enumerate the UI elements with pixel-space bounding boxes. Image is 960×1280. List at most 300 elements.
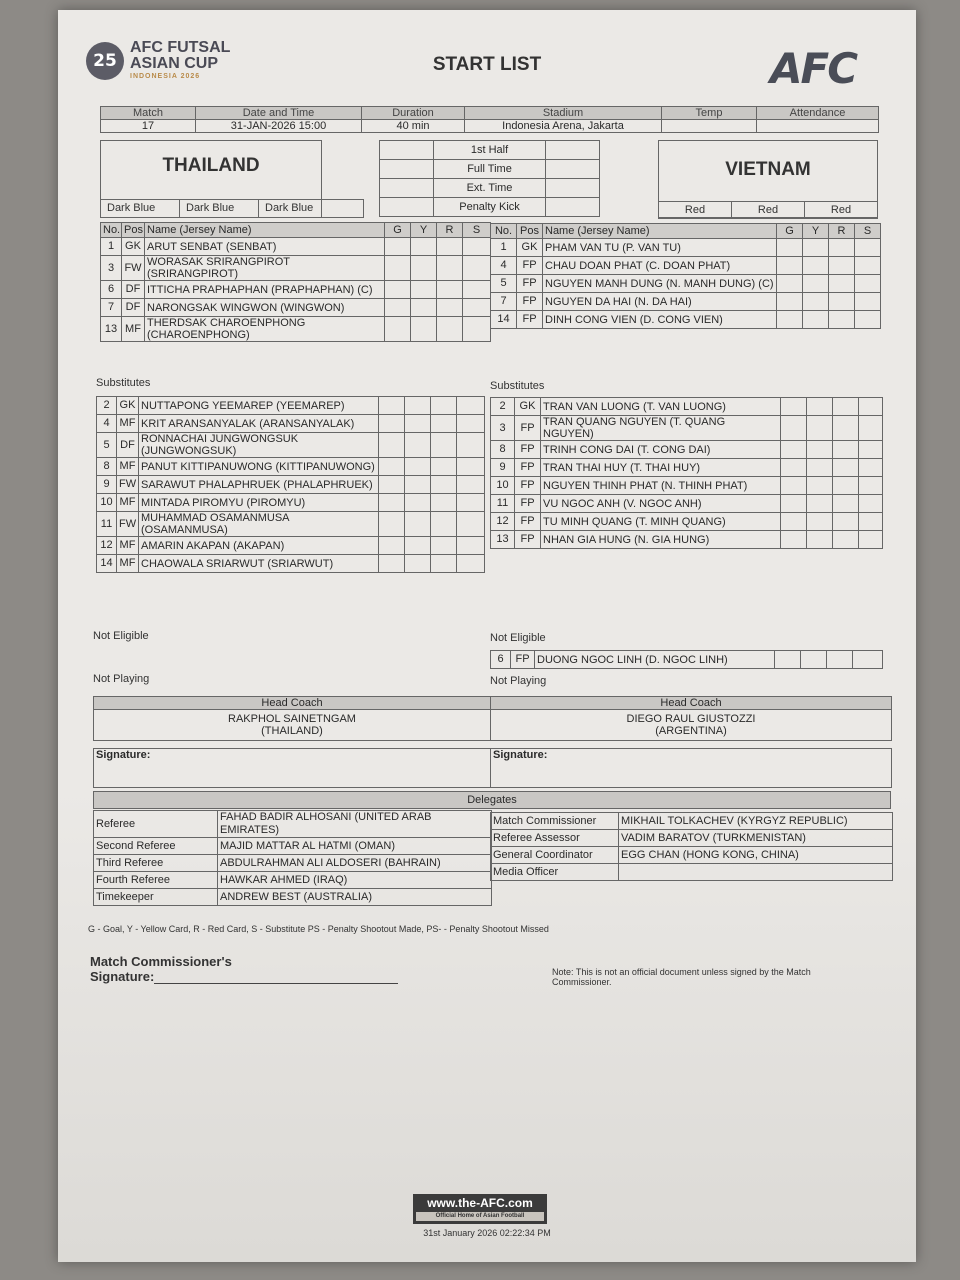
player-position: MF: [117, 555, 139, 573]
stat-cell-red: [431, 494, 457, 512]
stat-cell-yellow: [807, 398, 833, 416]
match-info-label: Match: [101, 107, 196, 120]
player-number: 12: [97, 537, 117, 555]
player-number: 13: [491, 531, 515, 549]
player-number: 2: [491, 398, 515, 416]
stat-cell-red: [833, 416, 859, 441]
player-row: [491, 477, 883, 495]
stat-cell-red: [829, 257, 855, 275]
stat-cell-red: [431, 537, 457, 555]
stat-cell-red: [431, 555, 457, 573]
player-row: [97, 433, 485, 458]
player-position: FW: [117, 476, 139, 494]
stat-cell-goals: [379, 476, 405, 494]
stat-cell-red: [431, 512, 457, 537]
player-name: VU NGOC ANH (V. NGOC ANH): [541, 495, 781, 513]
stat-cell-goals: [781, 441, 807, 459]
player-position: FP: [515, 531, 541, 549]
stat-cell-red: [431, 397, 457, 415]
player-name: ARUT SENBAT (SENBAT): [145, 238, 385, 256]
stat-cell-yellow: [803, 293, 829, 311]
stat-cell-goals: [385, 256, 411, 281]
player-position: FP: [515, 477, 541, 495]
player-row: [491, 531, 883, 549]
player-row: [491, 257, 881, 275]
player-position: FP: [517, 293, 543, 311]
player-name: NGUYEN MANH DUNG (N. MANH DUNG) (C): [543, 275, 777, 293]
team-b-coach-label: Head Coach: [491, 697, 892, 710]
player-position: FW: [117, 512, 139, 537]
stat-cell-sub: [859, 416, 883, 441]
stat-cell-goals: [379, 555, 405, 573]
delegate-row: [491, 830, 893, 847]
afc-logo: AFC: [770, 44, 857, 93]
stat-cell-yellow: [807, 441, 833, 459]
stat-cell-yellow: [405, 458, 431, 476]
stat-cell-sub: [859, 495, 883, 513]
player-name: MUHAMMAD OSAMANMUSA (OSAMANMUSA): [139, 512, 379, 537]
player-number: 6: [101, 281, 122, 299]
player-name: THERDSAK CHAROENPHONG (CHAROENPHONG): [145, 317, 385, 342]
afc-site-logo: [413, 1194, 547, 1224]
stat-cell-sub: [457, 512, 485, 537]
player-name: TU MINH QUANG (T. MINH QUANG): [541, 513, 781, 531]
delegate-name: [619, 864, 893, 881]
stat-cell-goals: [781, 513, 807, 531]
period-score-a: [380, 179, 434, 198]
team-a-subs-table: [96, 396, 485, 573]
stat-cell-goals: [379, 433, 405, 458]
delegate-role: Timekeeper: [94, 889, 218, 906]
player-number: 13: [101, 317, 122, 342]
team-a-starters-table: [100, 222, 491, 342]
player-row: [97, 537, 485, 555]
stat-cell-red: [829, 293, 855, 311]
stat-cell-red: [437, 317, 463, 342]
team-a-subs-label: Substitutes: [96, 377, 151, 389]
player-row: [101, 281, 491, 299]
stat-cell-yellow: [405, 555, 431, 573]
player-position: DF: [122, 281, 145, 299]
stat-cell-red: [833, 459, 859, 477]
team-b-starters-table: [490, 223, 881, 329]
player-number: 8: [97, 458, 117, 476]
stat-cell-yellow: [807, 477, 833, 495]
stat-cell-goals: [777, 239, 803, 257]
player-position: FP: [517, 275, 543, 293]
delegate-row: [491, 864, 893, 881]
column-header-row: [491, 224, 881, 239]
delegate-name: ANDREW BEST (AUSTRALIA): [218, 889, 492, 906]
team-b-not-playing-label: Not Playing: [490, 675, 547, 687]
stat-cell-goals: [777, 293, 803, 311]
stat-cell-goals: [379, 512, 405, 537]
stat-cell-yellow: [405, 397, 431, 415]
match-info-table: [100, 106, 879, 133]
column-header: R: [437, 223, 463, 238]
player-name: TRAN VAN LUONG (T. VAN LUONG): [541, 398, 781, 416]
stat-cell-red: [431, 476, 457, 494]
delegate-row: [94, 855, 492, 872]
team-a-coach: [94, 710, 491, 741]
delegate-row: [491, 847, 893, 864]
stat-cell-goals: [385, 281, 411, 299]
afc-site-tagline: Official Home of Asian Football: [416, 1212, 544, 1221]
stat-cell-yellow: [803, 239, 829, 257]
delegate-row: [94, 811, 492, 838]
player-number: 11: [491, 495, 515, 513]
team-a-kit-1: Dark Blue: [101, 200, 180, 217]
player-row: [101, 317, 491, 342]
stat-cell-goals: [385, 238, 411, 256]
player-number: 11: [97, 512, 117, 537]
player-position: MF: [122, 317, 145, 342]
tournament-badge-icon: 25: [86, 42, 124, 80]
stat-cell-sub: [463, 281, 491, 299]
column-header: S: [463, 223, 491, 238]
player-row: [491, 459, 883, 477]
player-number: 3: [101, 256, 122, 281]
start-list-sheet: [58, 10, 916, 1262]
match-info-value: 31-JAN-2026 15:00: [196, 120, 362, 133]
player-row: [491, 239, 881, 257]
team-a-not-eligible-label: Not Eligible: [93, 630, 149, 642]
stat-cell-sub: [457, 397, 485, 415]
period-label: 1st Half: [434, 141, 546, 160]
column-header: R: [829, 224, 855, 239]
stat-cell-red: [431, 433, 457, 458]
delegate-name: VADIM BARATOV (TURKMENISTAN): [619, 830, 893, 847]
player-name: NGUYEN DA HAI (N. DA HAI): [543, 293, 777, 311]
periods-table: [379, 140, 600, 217]
player-position: GK: [517, 239, 543, 257]
delegates-left-table: [93, 810, 492, 906]
match-info-label: Stadium: [465, 107, 662, 120]
column-header-row: [101, 223, 491, 238]
player-number: 9: [491, 459, 515, 477]
stat-cell-goals: [379, 494, 405, 512]
period-label: Ext. Time: [434, 179, 546, 198]
delegate-name: MAJID MATTAR AL HATMI (OMAN): [218, 838, 492, 855]
stat-cell-red: [833, 441, 859, 459]
player-number: 9: [97, 476, 117, 494]
column-header: Name (Jersey Name): [145, 223, 385, 238]
player-number: 4: [97, 415, 117, 433]
player-row: [97, 555, 485, 573]
player-name: KRIT ARANSANYALAK (ARANSANYALAK): [139, 415, 379, 433]
stat-cell-goals: [781, 459, 807, 477]
stat-cell-sub: [855, 311, 881, 329]
player-row: [97, 476, 485, 494]
stat-cell-yellow: [803, 257, 829, 275]
player-row: [97, 415, 485, 433]
stat-cell-goals: [781, 495, 807, 513]
printed-timestamp: 31st January 2026 02:22:34 PM: [423, 1228, 551, 1238]
stat-cell-yellow: [411, 238, 437, 256]
team-b-not-eligible-label: Not Eligible: [490, 632, 546, 644]
stat-cell-red: [437, 238, 463, 256]
stat-cell-sub: [859, 477, 883, 495]
delegate-role: Referee: [94, 811, 218, 838]
coaches-table: [93, 696, 892, 741]
team-b-kit-3: Red: [830, 204, 852, 216]
stat-cell-yellow: [405, 476, 431, 494]
stat-cell-sub: [457, 458, 485, 476]
match-info-label: Duration: [362, 107, 465, 120]
player-name: PANUT KITTIPANUWONG (KITTIPANUWONG): [139, 458, 379, 476]
stat-cell-red: [431, 458, 457, 476]
stat-cell-sub: [457, 433, 485, 458]
mc-signature-line2: [90, 969, 398, 984]
stat-cell-goals: [781, 398, 807, 416]
player-position: MF: [117, 494, 139, 512]
stat-cell-red: [437, 299, 463, 317]
brand-line-1: AFC FUTSAL: [130, 39, 231, 56]
player-number: 1: [491, 239, 517, 257]
period-score-a: [380, 160, 434, 179]
stat-cell-sub: [463, 238, 491, 256]
delegate-name: EGG CHAN (HONG KONG, CHINA): [619, 847, 893, 864]
stat-cell-sub: [859, 441, 883, 459]
team-b-coach-name: DIEGO RAUL GIUSTOZZI: [626, 713, 756, 725]
period-row: [380, 160, 600, 179]
team-b-name: VIETNAM: [725, 159, 811, 180]
player-number: 6: [491, 651, 511, 669]
team-a-kits: [100, 199, 364, 218]
player-number: 7: [101, 299, 122, 317]
player-row: [491, 293, 881, 311]
player-position: FP: [515, 416, 541, 441]
mc-signature[interactable]: [90, 954, 398, 984]
column-header: Pos: [122, 223, 145, 238]
brand-line-3: INDONESIA 2026: [130, 73, 201, 80]
player-position: FP: [515, 513, 541, 531]
stat-cell-red: [437, 281, 463, 299]
stat-cell-yellow: [807, 459, 833, 477]
stat-cell-sub: [457, 415, 485, 433]
stat-cell-yellow: [405, 512, 431, 537]
period-row: [380, 141, 600, 160]
delegate-role: Match Commissioner: [491, 813, 619, 830]
team-b-signature[interactable]: Signature:: [491, 749, 892, 788]
player-name: SARAWUT PHALAPHRUEK (PHALAPHRUEK): [139, 476, 379, 494]
player-row: [97, 494, 485, 512]
player-number: 2: [97, 397, 117, 415]
stat-cell-yellow: [405, 537, 431, 555]
period-score-b: [546, 160, 600, 179]
player-number: 7: [491, 293, 517, 311]
afc-site: www.the-AFC.com: [427, 1196, 533, 1210]
player-position: FP: [517, 311, 543, 329]
stat-cell-sub: [855, 275, 881, 293]
stat-cell-sub: [859, 513, 883, 531]
player-position: FW: [122, 256, 145, 281]
official-note: Note: This is not an official document unless signed by the Match Commissioner.: [552, 967, 811, 987]
player-row: [97, 397, 485, 415]
team-a-kit-2: Dark Blue: [180, 200, 259, 217]
player-position: FP: [511, 651, 535, 669]
stat-cell-red: [833, 513, 859, 531]
stat-cell-sub: [859, 459, 883, 477]
delegate-role: Second Referee: [94, 838, 218, 855]
page-title: START LIST: [432, 54, 542, 75]
player-position: MF: [117, 537, 139, 555]
player-number: 3: [491, 416, 515, 441]
match-info-label: Temp: [662, 107, 757, 120]
player-row: [101, 299, 491, 317]
player-number: 5: [97, 433, 117, 458]
player-number: 1: [101, 238, 122, 256]
stat-cell-yellow: [807, 513, 833, 531]
team-b-subs-table: [490, 397, 883, 549]
player-number: 14: [491, 311, 517, 329]
player-name: NUTTAPONG YEEMAREP (YEEMAREP): [139, 397, 379, 415]
team-b-coach: [491, 710, 892, 741]
column-header: G: [777, 224, 803, 239]
delegate-row: [491, 813, 893, 830]
stat-cell-goals: [777, 257, 803, 275]
stat-cell-red: [829, 275, 855, 293]
delegate-name: FAHAD BADIR ALHOSANI (UNITED ARAB EMIRATES): [218, 811, 492, 838]
signature-underline: [154, 983, 398, 984]
player-name: NGUYEN THINH PHAT (N. THINH PHAT): [541, 477, 781, 495]
stat-cell-sub: [457, 494, 485, 512]
stat-cell-goals: [379, 397, 405, 415]
team-a-signature[interactable]: Signature:: [94, 749, 491, 788]
period-score-b: [546, 198, 600, 217]
player-number: 14: [97, 555, 117, 573]
delegate-name: HAWKAR AHMED (IRAQ): [218, 872, 492, 889]
stat-cell-goals: [379, 537, 405, 555]
player-number: 4: [491, 257, 517, 275]
player-row: [491, 441, 883, 459]
column-header: G: [385, 223, 411, 238]
player-name: ITTICHA PRAPHAPHAN (PRAPHAPHAN) (C): [145, 281, 385, 299]
stat-cell-yellow: [405, 415, 431, 433]
stat-cell-red: [827, 651, 853, 669]
team-a-name: THAILAND: [162, 155, 260, 176]
stat-cell-sub: [463, 299, 491, 317]
delegate-name: MIKHAIL TOLKACHEV (KYRGYZ REPUBLIC): [619, 813, 893, 830]
stat-cell-yellow: [807, 495, 833, 513]
player-name: DINH CONG VIEN (D. CONG VIEN): [543, 311, 777, 329]
stat-cell-goals: [777, 275, 803, 293]
stat-cell-red: [829, 311, 855, 329]
stat-cell-sub: [853, 651, 883, 669]
column-header: Y: [411, 223, 437, 238]
period-score-a: [380, 198, 434, 217]
stat-cell-red: [833, 477, 859, 495]
player-position: FP: [515, 441, 541, 459]
stat-cell-sub: [859, 398, 883, 416]
match-info-value: Indonesia Arena, Jakarta: [465, 120, 662, 133]
player-position: DF: [122, 299, 145, 317]
stat-cell-yellow: [405, 433, 431, 458]
delegate-role: Referee Assessor: [491, 830, 619, 847]
period-label: Full Time: [434, 160, 546, 179]
team-a-kit-3: Dark Blue: [265, 202, 314, 214]
stat-cell-yellow: [803, 275, 829, 293]
brand-line-2: ASIAN CUP: [130, 55, 219, 72]
delegate-role: General Coordinator: [491, 847, 619, 864]
stat-cell-sub: [463, 256, 491, 281]
match-info-value: [662, 120, 757, 133]
period-score-a: [380, 141, 434, 160]
team-a-coach-label: Head Coach: [94, 697, 491, 710]
player-row: [97, 512, 485, 537]
player-position: GK: [515, 398, 541, 416]
legend-text: G - Goal, Y - Yellow Card, R - Red Card, S - Substitute PS - Penalty Shootout Made, PS- - Penalty Shootout Missed: [88, 924, 549, 934]
team-b-not-eligible-table: [490, 650, 883, 669]
stat-cell-yellow: [807, 531, 833, 549]
player-number: 5: [491, 275, 517, 293]
stat-cell-yellow: [411, 317, 437, 342]
delegate-role: Fourth Referee: [94, 872, 218, 889]
player-position: DF: [117, 433, 139, 458]
stat-cell-red: [431, 415, 457, 433]
stat-cell-yellow: [411, 299, 437, 317]
mc-signature-label: Signature:: [90, 969, 155, 984]
period-score-b: [546, 179, 600, 198]
stat-cell-sub: [859, 531, 883, 549]
match-info-value: 17: [101, 120, 196, 133]
player-name: CHAU DOAN PHAT (C. DOAN PHAT): [543, 257, 777, 275]
player-row: [491, 651, 883, 669]
match-info-label: Date and Time: [196, 107, 362, 120]
stat-cell-goals: [781, 477, 807, 495]
player-row: [491, 495, 883, 513]
team-b-kit-1: Red: [659, 202, 732, 218]
column-header: No.: [491, 224, 517, 239]
player-name: RONNACHAI JUNGWONGSUK (JUNGWONGSUK): [139, 433, 379, 458]
player-name: NHAN GIA HUNG (N. GIA HUNG): [541, 531, 781, 549]
stat-cell-red: [437, 256, 463, 281]
player-row: [491, 416, 883, 441]
player-row: [97, 458, 485, 476]
delegates-header: Delegates: [93, 791, 891, 809]
team-a-coach-name: RAKPHOL SAINETNGAM: [228, 713, 356, 725]
player-position: FP: [517, 257, 543, 275]
stat-cell-sub: [457, 476, 485, 494]
player-name: AMARIN AKAPAN (AKAPAN): [139, 537, 379, 555]
player-name: TRINH CONG DAI (T. CONG DAI): [541, 441, 781, 459]
stat-cell-yellow: [405, 494, 431, 512]
player-position: MF: [117, 458, 139, 476]
stat-cell-goals: [385, 299, 411, 317]
player-number: 10: [97, 494, 117, 512]
player-name: DUONG NGOC LINH (D. NGOC LINH): [535, 651, 775, 669]
delegate-role: Third Referee: [94, 855, 218, 872]
team-b-kit-2: Red: [732, 202, 805, 218]
player-row: [491, 311, 881, 329]
stat-cell-sub: [463, 317, 491, 342]
stat-cell-red: [833, 398, 859, 416]
team-b-subs-label: Substitutes: [490, 380, 545, 392]
player-row: [101, 256, 491, 281]
stat-cell-yellow: [807, 416, 833, 441]
match-info-value: [757, 120, 879, 133]
delegate-row: [94, 889, 492, 906]
stat-cell-sub: [855, 257, 881, 275]
stat-cell-red: [833, 531, 859, 549]
player-row: [491, 398, 883, 416]
team-a-not-playing-label: Not Playing: [93, 673, 150, 685]
column-header: S: [855, 224, 881, 239]
stat-cell-goals: [781, 416, 807, 441]
stat-cell-goals: [385, 317, 411, 342]
team-b-kits: [658, 201, 878, 219]
player-position: GK: [117, 397, 139, 415]
